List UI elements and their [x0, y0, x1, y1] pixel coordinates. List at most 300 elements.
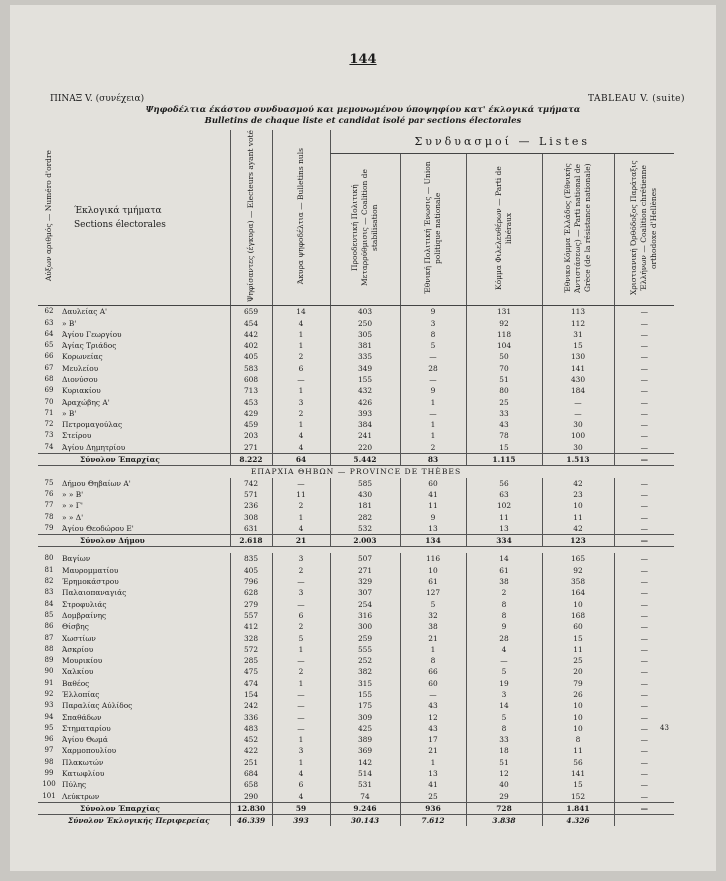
value-l3: 15 [466, 442, 542, 454]
row-number: 66 [44, 352, 54, 361]
value-nul: — [272, 576, 330, 587]
value-l4: 430 [542, 374, 614, 385]
value-l2: 41 [400, 489, 466, 500]
total-row [38, 802, 674, 814]
value-l2: — [400, 351, 466, 362]
table-row [38, 734, 674, 745]
value-l2: 61 [400, 576, 466, 587]
section-name: Στείρου [62, 431, 92, 441]
value-nul: 3 [272, 587, 330, 598]
value-l3: 9 [466, 621, 542, 632]
value-v: 242 [230, 700, 272, 711]
value-l2: 38 [400, 621, 466, 632]
value-l3: 3 [466, 689, 542, 700]
value-nul: 2 [272, 351, 330, 362]
value-l1: 175 [330, 700, 400, 711]
row-number: 90 [44, 667, 54, 676]
value-l1: 305 [330, 329, 400, 340]
value-l3: 334 [466, 535, 542, 547]
row-number: 72 [44, 420, 54, 429]
value-nul: 64 [272, 453, 330, 465]
section-name: » Β' [62, 318, 77, 328]
value-l2: 66 [400, 666, 466, 677]
value-l3: 25 [466, 396, 542, 407]
value-l4: 112 [542, 317, 614, 328]
value-v: 483 [230, 723, 272, 734]
value-l4: 15 [542, 779, 614, 790]
section-name: Έρημοκάστρου [62, 577, 119, 587]
value-l2: 127 [400, 587, 466, 598]
value-l4: 141 [542, 363, 614, 374]
value-l2: — [400, 374, 466, 385]
table-row [38, 598, 674, 609]
section-name: Άγίου Δημητρίου [62, 442, 126, 452]
value-nul: 4 [272, 768, 330, 779]
row-number: 65 [44, 341, 54, 350]
table-row [38, 478, 674, 489]
value-v: 429 [230, 408, 272, 419]
row-number [38, 453, 60, 465]
value-l2: 13 [400, 523, 466, 535]
value-v: 46.339 [230, 815, 272, 827]
value-l3: 13 [466, 523, 542, 535]
value-l4: 164 [542, 587, 614, 598]
section-name: Δομβραίνης [62, 610, 107, 620]
value-l4: 23 [542, 489, 614, 500]
section-name: Μαυρομματίου [62, 565, 119, 575]
value-l1: 432 [330, 385, 400, 396]
header-section-greek: Έκλογικά τμήματα [74, 205, 162, 216]
value-l4: 15 [542, 632, 614, 643]
row-number: 67 [44, 363, 54, 372]
value-l5: — [614, 678, 674, 689]
value-v: 412 [230, 621, 272, 632]
section-name: Άγίου Γεωργίου [62, 329, 122, 339]
value-nul: 4 [272, 442, 330, 454]
table-row [38, 408, 674, 419]
row-number: 92 [44, 690, 54, 698]
row-number: 96 [44, 735, 54, 744]
value-l3: 51 [466, 757, 542, 768]
value-l5: — [614, 523, 674, 535]
value-l5: — [614, 408, 674, 419]
value-l1: 382 [330, 666, 400, 677]
value-nul: 4 [272, 317, 330, 328]
value-l1: 532 [330, 523, 400, 535]
value-l3: 728 [466, 802, 542, 814]
header-list1-label: Προοδευτική Πολιτική Μεταρρύθμισις — Coalition de stabilisation [350, 169, 379, 287]
value-l5: — [614, 478, 674, 489]
value-l3: 3.838 [466, 815, 542, 827]
value-v: 290 [230, 791, 272, 803]
value-v: 474 [230, 678, 272, 689]
section-name: Βαθέος [62, 678, 90, 688]
header-right: TABLEAU V. (suite) [588, 94, 686, 104]
section-name: Πετρομαγούλας [62, 420, 123, 430]
row-number [38, 535, 60, 547]
value-l3: 14 [466, 700, 542, 711]
value-v: 583 [230, 363, 272, 374]
value-l3: 63 [466, 489, 542, 500]
value-l4: 92 [542, 565, 614, 576]
value-l4: 11 [542, 511, 614, 522]
value-nul: 1 [272, 644, 330, 655]
table-row [38, 489, 674, 500]
value-l4: 123 [542, 535, 614, 547]
table-row [38, 632, 674, 643]
value-v: 203 [230, 430, 272, 441]
row-number: 98 [44, 757, 54, 766]
header-list5-label: Χριστιανική Όρθόδοξος Παράταξις Έλλήνων — Coalition chrétienne orthodoxe d'Hellènes [629, 160, 659, 296]
page-number: 144 [349, 52, 377, 67]
value-l1: 425 [330, 723, 400, 734]
value-l5: — [614, 363, 674, 374]
value-v: 402 [230, 340, 272, 351]
section-name: Θίσβης [62, 622, 89, 632]
value-v: 713 [230, 385, 272, 396]
value-l4: 113 [542, 306, 614, 318]
value-l1: 282 [330, 511, 400, 522]
value-l4: 42 [542, 478, 614, 489]
value-l4: 130 [542, 351, 614, 362]
section-name: Χαρμοπουλίου [62, 746, 117, 756]
table-row [38, 587, 674, 598]
value-l4: 11 [542, 644, 614, 655]
value-l5: — [614, 453, 674, 465]
row-number: 91 [44, 678, 54, 687]
value-l1: 220 [330, 442, 400, 454]
value-nul: 6 [272, 610, 330, 621]
value-l1: 155 [330, 374, 400, 385]
value-l1: 5.442 [330, 453, 400, 465]
value-nul: 4 [272, 523, 330, 535]
section-name: Έλλοπίας [62, 690, 100, 699]
value-l1: 403 [330, 306, 400, 318]
row-number: 75 [44, 478, 54, 487]
section-name: Χωστίων [62, 633, 96, 643]
value-v: 251 [230, 757, 272, 768]
table-row [38, 791, 674, 803]
value-l4: 141 [542, 768, 614, 779]
section-name: Κυριακίου [62, 386, 101, 396]
table-row [38, 655, 674, 666]
header-section [60, 130, 230, 306]
value-nul: — [272, 655, 330, 666]
value-nul: — [272, 711, 330, 722]
section-name: » » Γ' [62, 501, 83, 511]
value-l5: — [614, 655, 674, 666]
value-l5: — [614, 621, 674, 632]
value-l5: — [614, 587, 674, 598]
value-nul: 2 [272, 666, 330, 677]
value-v: 453 [230, 396, 272, 407]
value-l1: 74 [330, 791, 400, 803]
value-l5: — [614, 340, 674, 351]
value-v: 8.222 [230, 453, 272, 465]
value-l4: 165 [542, 553, 614, 564]
value-nul: — [272, 374, 330, 385]
value-nul: 1 [272, 340, 330, 351]
value-l5: — [614, 734, 674, 745]
value-l5: — [614, 689, 674, 700]
section-name: Άγίου Θωμά [62, 735, 108, 745]
value-nul: 1 [272, 419, 330, 430]
value-nul: 1 [272, 511, 330, 522]
value-l3: 11 [466, 511, 542, 522]
value-v: 308 [230, 511, 272, 522]
value-l1: 555 [330, 644, 400, 655]
row-number: 69 [44, 386, 54, 395]
value-l5: — [614, 442, 674, 454]
header-list3 [466, 153, 542, 305]
value-l3: 40 [466, 779, 542, 790]
total-label: Σύνολον Έκλογικής Περιφερείας [68, 816, 210, 826]
value-l2: 2 [400, 442, 466, 454]
value-l3: 78 [466, 430, 542, 441]
header-null-label: Άκυρα ψηφοδέλτια — Bulletins nuls [296, 147, 305, 285]
value-l5: — [614, 700, 674, 711]
table-row [38, 700, 674, 711]
value-l3: 4 [466, 644, 542, 655]
value-l2: 1 [400, 644, 466, 655]
value-l2: 17 [400, 734, 466, 745]
value-l4: 168 [542, 610, 614, 621]
value-l3: — [466, 655, 542, 666]
value-l2: 5 [400, 340, 466, 351]
section-name: » Β' [62, 408, 77, 418]
table-row [38, 779, 674, 790]
value-l2: 3 [400, 317, 466, 328]
value-v: 684 [230, 768, 272, 779]
value-l2: 13 [400, 768, 466, 779]
header-number [38, 130, 60, 306]
value-v: 285 [230, 655, 272, 666]
value-l1: 329 [330, 576, 400, 587]
value-l4: 152 [542, 791, 614, 803]
table-row [38, 576, 674, 587]
value-l5: — [614, 500, 674, 511]
value-l4: 30 [542, 419, 614, 430]
row-number: 64 [44, 329, 54, 338]
value-l4: — [542, 408, 614, 419]
value-l5: — [614, 745, 674, 756]
value-l5: — [614, 511, 674, 522]
section-name: Πλακωτών [62, 757, 104, 767]
value-l3: 104 [466, 340, 542, 351]
header-list4 [542, 153, 614, 305]
margin-note: 43 [660, 724, 669, 732]
value-l3: 29 [466, 791, 542, 803]
row-number: 85 [44, 610, 54, 619]
table-row [38, 419, 674, 430]
value-l4: 20 [542, 666, 614, 677]
row-number: 82 [44, 577, 54, 586]
value-l3: 8 [466, 723, 542, 734]
value-l5: — [614, 791, 674, 803]
value-l2: 21 [400, 632, 466, 643]
value-l2: 1 [400, 419, 466, 430]
value-l5: — [614, 802, 674, 814]
section-name: Παλαιοπαναγιάς [62, 588, 127, 598]
value-l5: — [614, 419, 674, 430]
row-number: 68 [44, 374, 54, 383]
value-l3: 43 [466, 419, 542, 430]
value-v: 279 [230, 598, 272, 609]
table-body [38, 130, 674, 826]
total-row [38, 453, 674, 465]
value-nul: 2 [272, 408, 330, 419]
value-l3: 5 [466, 666, 542, 677]
value-l4: 11 [542, 745, 614, 756]
document-page [10, 5, 716, 871]
title-greek: Ψηφοδέλτια έκάστου συνδυασμού και μεμονωμένου ύποψηφίου κατ' έκλογικά τμήματα [145, 105, 581, 115]
table-row [38, 430, 674, 441]
section-name: Άγίου Θεοδώρου Ε' [62, 523, 134, 533]
section-name: Κορωνείας [62, 352, 103, 362]
value-nul: 393 [272, 815, 330, 827]
value-l4: 60 [542, 621, 614, 632]
value-l3: 38 [466, 576, 542, 587]
section-name: Άραχώβης Α' [62, 397, 110, 407]
value-v: 571 [230, 489, 272, 500]
value-l4: 10 [542, 700, 614, 711]
table-row [38, 711, 674, 722]
value-l3: 8 [466, 598, 542, 609]
value-l1: 381 [330, 340, 400, 351]
value-l3: 33 [466, 408, 542, 419]
province-row [38, 466, 674, 478]
section-name: Παραλίας Αύλίδος [62, 701, 133, 711]
table-row [38, 553, 674, 564]
value-l4: 184 [542, 385, 614, 396]
value-l1: 300 [330, 621, 400, 632]
value-nul: 2 [272, 500, 330, 511]
value-v: 405 [230, 351, 272, 362]
table-row [38, 374, 674, 385]
section-name: Πύλης [62, 780, 87, 790]
value-nul: 4 [272, 791, 330, 803]
row-number: 80 [44, 554, 54, 563]
value-l1: 9.246 [330, 802, 400, 814]
value-l1: 252 [330, 655, 400, 666]
title-french: Bulletins de chaque liste et candidat isolé par sections électorales [204, 116, 522, 126]
section-name: Κατωφλίου [62, 769, 105, 779]
table-row [38, 768, 674, 779]
value-l4: 42 [542, 523, 614, 535]
value-v: 475 [230, 666, 272, 677]
table-row [38, 689, 674, 700]
value-l3: 2 [466, 587, 542, 598]
value-l2: — [400, 408, 466, 419]
value-l5: — [614, 632, 674, 643]
header-list2 [400, 153, 466, 305]
value-v: 452 [230, 734, 272, 745]
row-number: 94 [44, 712, 54, 721]
section-name: Δαυλείας Α' [62, 307, 108, 317]
value-v: 628 [230, 587, 272, 598]
section-name: Στηματαρίου [62, 723, 111, 733]
value-l5: — [614, 385, 674, 396]
value-l1: 259 [330, 632, 400, 643]
value-l5: — [614, 644, 674, 655]
value-l2: 41 [400, 779, 466, 790]
section-name: Άσκρίου [62, 644, 94, 654]
value-l4: 30 [542, 442, 614, 454]
row-number: 76 [44, 489, 54, 498]
value-nul: — [272, 700, 330, 711]
value-v: 459 [230, 419, 272, 430]
value-l2: 25 [400, 791, 466, 803]
row-number: 95 [44, 723, 54, 732]
table-row [38, 745, 674, 756]
row-number: 70 [44, 397, 54, 406]
row-number: 100 [42, 780, 56, 789]
header-list1 [330, 153, 400, 305]
section-name: Μευλείου [62, 363, 99, 373]
value-nul: 1 [272, 678, 330, 689]
value-l4: 1.841 [542, 802, 614, 814]
value-l1: 393 [330, 408, 400, 419]
row-number [38, 815, 60, 827]
value-nul: 1 [272, 734, 330, 745]
value-v: 608 [230, 374, 272, 385]
row-number: 101 [42, 791, 56, 800]
row-number: 81 [44, 565, 54, 574]
value-l2: 60 [400, 478, 466, 489]
value-l3: 118 [466, 329, 542, 340]
row-number: 88 [44, 644, 54, 653]
table-row [38, 565, 674, 576]
value-l1: 315 [330, 678, 400, 689]
value-v: 742 [230, 478, 272, 489]
value-nul: 1 [272, 757, 330, 768]
header-list5 [614, 153, 674, 305]
value-v: 328 [230, 632, 272, 643]
value-l2: 116 [400, 553, 466, 564]
value-nul: — [272, 478, 330, 489]
value-l3: 51 [466, 374, 542, 385]
value-l5: — [614, 598, 674, 609]
value-l5: — [614, 757, 674, 768]
row-number: 86 [44, 622, 54, 631]
row-number: 62 [44, 307, 54, 316]
value-l1: 585 [330, 478, 400, 489]
table-row [38, 757, 674, 768]
value-l1: 335 [330, 351, 400, 362]
value-l1: 384 [330, 419, 400, 430]
section-name: » » Β' [62, 489, 84, 499]
row-number: 93 [44, 701, 54, 710]
value-l2: 8 [400, 329, 466, 340]
value-l5: — [614, 430, 674, 441]
table-row [38, 340, 674, 351]
header-valid-label: Ψηφίσαντες (έγκυρα) — Electeurs ayant voté [246, 130, 255, 303]
table-row [38, 523, 674, 535]
table-row [38, 610, 674, 621]
value-nul: 3 [272, 553, 330, 564]
value-l4: 10 [542, 598, 614, 609]
value-l2: — [400, 689, 466, 700]
value-l1: 531 [330, 779, 400, 790]
value-nul: — [272, 723, 330, 734]
value-l4: 4.326 [542, 815, 614, 827]
value-l3: 12 [466, 768, 542, 779]
value-nul: 5 [272, 632, 330, 643]
value-l2: 12 [400, 711, 466, 722]
value-l5: — [614, 535, 674, 547]
value-l3: 18 [466, 745, 542, 756]
total-row [38, 815, 674, 827]
